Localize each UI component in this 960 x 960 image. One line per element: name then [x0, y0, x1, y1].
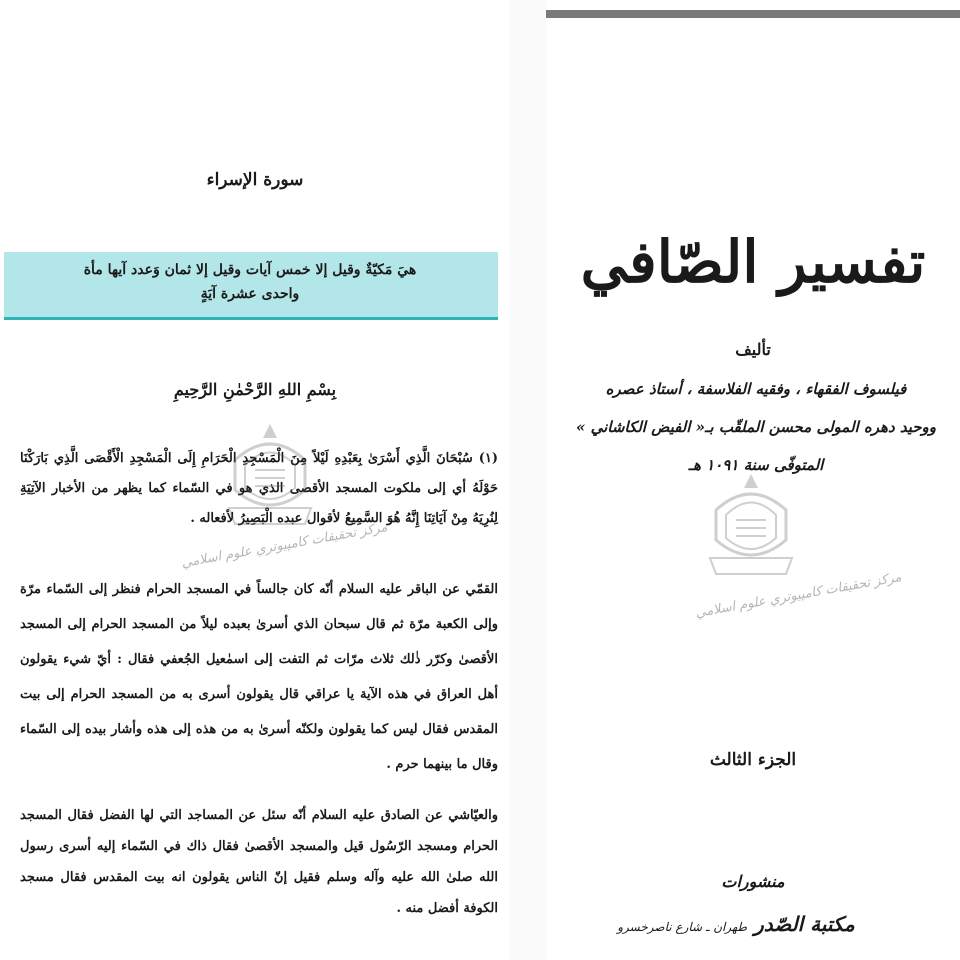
paragraph-ayyashi: والعيّاشي عن الصادق عليه السلام أنّه سئل عن المساجد التي لها الفضل فقال المسجد الحرام ومسجد الرّسُول قيل والمسجد الأقصىٰ فقال ذاك في السّماء إليه أسرى رسول الله صلىٰ الله عليه وآله وسلم فقيل إنّ الناس يقولون انه بيت المقدس فقال مسجد الكوفة أفضل منه . — [20, 808, 498, 916]
paragraph-verse-1: (١) سُبْحَانَ الَّذِي أَسْرَىٰ بِعَبْدِهِ لَيْلاً مِنَ الْمَسْجِدِ الْحَرَامِ إِلَى الْمَسْجِدِ الْأَقْصَى الَّذِي بَارَكْنَا حَوْلَهُ أي إلى ملكوت المسجد الأقصى الذي هو في السّماء كما يظهر من الأخبار الآتِيَةِ لِنُرِيَهُ مِنْ آيَاتِنَا إِنَّهُ هُوَ السَّمِيعُ لأقوال عبده الْبَصِيرُ لأفعاله . — [20, 451, 498, 526]
basmala: بِسْمِ اللهِ الرَّحْمٰنِ الرَّحِيمِ — [173, 380, 337, 399]
author-line-1: فيلسوف الفقهاء ، وفقيه الفلاسفة ، أستاذ عصره — [605, 380, 907, 398]
publisher — [586, 912, 886, 936]
watermark-caption: مركز تحقيقات كامپيوتري علوم اسلامي — [694, 569, 903, 622]
page-gutter — [510, 0, 546, 960]
publisher-place: طهران ـ شارع ناصرخسرو — [617, 920, 748, 934]
authored-by-label: تأليف — [735, 340, 771, 359]
watermark-caption: مركز تحقيقات كامپيوتري علوم اسلامي — [180, 519, 389, 572]
highlighted-intro-line-2: واحدى عشرة آيَةٍ — [200, 286, 300, 302]
highlight-rule — [4, 317, 498, 320]
highlighted-intro-line-1: هيَ مَكيّةٌ وقيل إلا خمس آيات وقيل إلا ثمان وَعدد آيها مأة — [83, 262, 417, 278]
watermark-emblem-icon — [696, 470, 806, 590]
paragraph-qummi: القمّي عن الباقر عليه السلام أنّه كان جالساً في المسجد الحرام فنظر إلى السّماء مرّة وإلى الكعبة مرّة ثم قال سبحان الذي أسرىٰ بعبده ليلاً من المسجد الحرام إلى المسجد الأقصىٰ وكرّر ذٰلك ثلاث مرّات ثم التفت إلى اسمٰعيل الجُعفي فقال : أيّ شيء يقولون أهل العراق في هذه الآية يا عراقي قال يقولون أسرى به من المسجد الحرام إلى بيت المقدس فقال ليس كما يقولون ولكنّه أسرىٰ به من هذه إلى هذه وأشار بيده إلى السّماء وقال ما بينهما حرم . — [20, 582, 498, 772]
author-death-year: المتوفّى سنة ١٠٩١ هـ — [688, 456, 824, 474]
publisher-label: منشورات — [721, 872, 785, 891]
surah-title: سورة الإسراء — [206, 170, 304, 190]
highlighted-intro — [20, 258, 480, 306]
right-page — [546, 0, 960, 960]
author-line-2: ووحيد دهره المولى محسن الملقّب بـ« الفيض الكاشاني » — [575, 418, 937, 436]
book-title: تفسير الصّافي — [580, 228, 926, 296]
publisher-name: مكتبة الصّدر — [754, 912, 855, 936]
volume-label: الجزء الثالث — [709, 750, 797, 770]
